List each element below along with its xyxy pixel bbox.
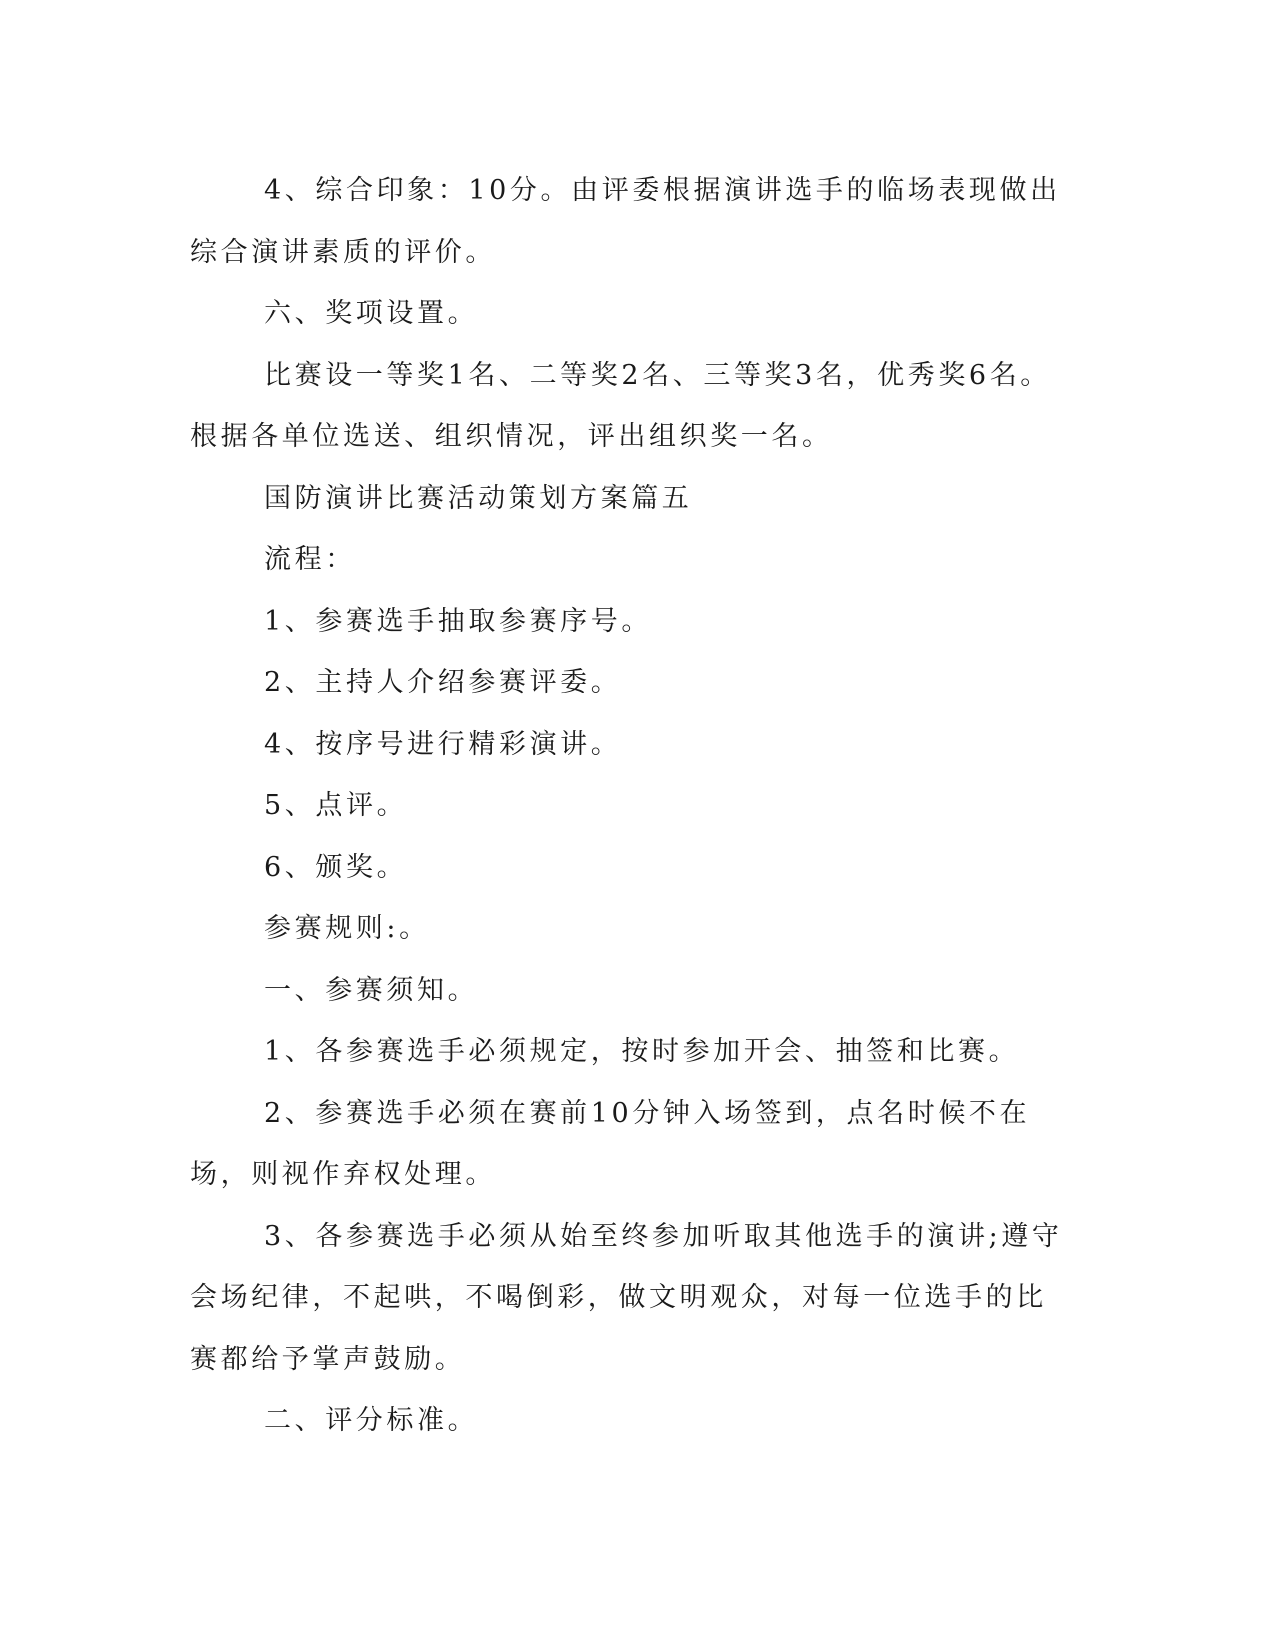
process-step-6: 6、颁奖。 — [264, 851, 408, 883]
paragraph-awards-detail: 比赛设一等奖1名、二等奖2名、三等奖3名，优秀奖6名。根据各单位选送、组织情况，评出组织奖一名。 — [190, 359, 1051, 452]
process-step-2: 2、主持人介绍参赛评委。 — [264, 667, 622, 698]
paragraph-awards-heading: 六、奖项设置。 — [264, 298, 479, 329]
notice-item-2: 2、参赛选手必须在赛前10分钟入场签到，点名时候不在场，则视作弃权处理。 — [190, 1097, 1031, 1190]
notice-item-3: 3、各参赛选手必须从始至终参加听取其他选手的演讲;遵守会场纪律，不起哄，不喝倒彩，做文明观众，对每一位选手的比赛都给予掌声鼓励。 — [190, 1220, 1063, 1375]
process-step-4: 4、按序号进行精彩演讲。 — [264, 728, 622, 760]
paragraph-rules-heading: 参赛规则:。 — [264, 913, 430, 944]
paragraph-notice-heading: 一、参赛须知。 — [264, 974, 479, 1006]
paragraph-process-heading: 流程： — [264, 544, 356, 575]
paragraph-scoring-heading: 二、评分标准。 — [264, 1405, 479, 1436]
process-step-1: 1、参赛选手抽取参赛序号。 — [264, 605, 652, 637]
section-title: 国防演讲比赛活动策划方案篇五 — [264, 482, 693, 514]
process-step-5: 5、点评。 — [264, 790, 408, 821]
notice-item-1: 1、各参赛选手必须规定，按时参加开会、抽签和比赛。 — [264, 1036, 1020, 1067]
document-body — [190, 160, 1070, 1452]
paragraph-scoring-impression: 4、综合印象：10分。由评委根据演讲选手的临场表现做出综合演讲素质的评价。 — [190, 175, 1061, 268]
